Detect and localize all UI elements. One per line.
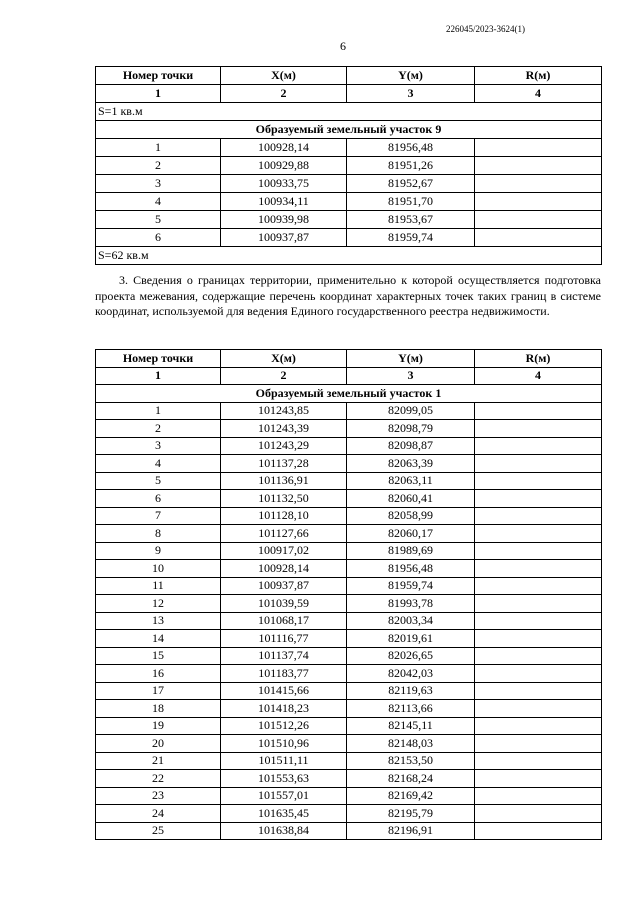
r-value [475,229,602,247]
y-coordinate: 81993,78 [347,595,475,613]
y-coordinate: 82058,99 [347,507,475,525]
point-number: 15 [96,647,221,665]
r-value [475,595,602,613]
table-row [96,665,602,683]
r-value [475,472,602,490]
point-number: 2 [96,157,221,175]
point-number: 5 [96,472,221,490]
column-number: 2 [221,367,347,385]
x-coordinate: 100937,87 [221,577,347,595]
column-number: 1 [96,85,221,103]
table-row [96,752,602,770]
r-value [475,630,602,648]
r-value [475,437,602,455]
document-number: 226045/2023-3624(1) [446,24,525,34]
point-number: 1 [96,139,221,157]
y-coordinate: 82196,91 [347,822,475,840]
x-coordinate: 101243,85 [221,402,347,420]
x-coordinate: 100928,14 [221,560,347,578]
page-number: 6 [340,39,346,53]
r-value [475,577,602,595]
section-row [96,385,602,403]
column-header-r: R(м) [475,67,602,85]
y-coordinate: 82019,61 [347,630,475,648]
point-number: 7 [96,507,221,525]
table-row [96,560,602,578]
r-value [475,682,602,700]
point-number: 17 [96,682,221,700]
r-value [475,700,602,718]
table-row [96,490,602,508]
point-number: 3 [96,175,221,193]
y-coordinate: 82026,65 [347,647,475,665]
x-coordinate: 101116,77 [221,630,347,648]
table-row [96,577,602,595]
y-coordinate: 82113,66 [347,700,475,718]
r-value [475,402,602,420]
r-value [475,175,602,193]
table-row [96,211,602,229]
column-header-r: R(м) [475,350,602,368]
y-coordinate: 81952,67 [347,175,475,193]
table-row [96,175,602,193]
area-row [96,247,602,265]
table-row [96,787,602,805]
section-title: Образуемый земельный участок 1 [96,385,602,403]
table-row [96,193,602,211]
r-value [475,787,602,805]
y-coordinate: 82119,63 [347,682,475,700]
area-value: S=1 кв.м [96,103,602,121]
r-value [475,193,602,211]
r-value [475,560,602,578]
r-value [475,139,602,157]
y-coordinate: 82169,42 [347,787,475,805]
y-coordinate: 82145,11 [347,717,475,735]
table-row [96,525,602,543]
r-value [475,420,602,438]
table-row [96,420,602,438]
x-coordinate: 101415,66 [221,682,347,700]
table-row [96,630,602,648]
point-number: 2 [96,420,221,438]
y-coordinate: 82063,39 [347,455,475,473]
table-row [96,735,602,753]
r-value [475,612,602,630]
table-row [96,805,602,823]
table-row [96,542,602,560]
column-header-y: Y(м) [347,67,475,85]
r-value [475,717,602,735]
point-number: 6 [96,490,221,508]
point-number: 20 [96,735,221,753]
point-number: 14 [96,630,221,648]
table-header-row [96,350,602,368]
r-value [475,490,602,508]
x-coordinate: 101512,26 [221,717,347,735]
x-coordinate: 100937,87 [221,229,347,247]
column-number: 2 [221,85,347,103]
column-number: 4 [475,367,602,385]
x-coordinate: 101136,91 [221,472,347,490]
r-value [475,525,602,543]
point-number: 12 [96,595,221,613]
x-coordinate: 101557,01 [221,787,347,805]
point-number: 9 [96,542,221,560]
x-coordinate: 101635,45 [221,805,347,823]
r-value [475,665,602,683]
column-number: 4 [475,85,602,103]
column-header-x: X(м) [221,67,347,85]
point-number: 5 [96,211,221,229]
r-value [475,805,602,823]
r-value [475,735,602,753]
y-coordinate: 82153,50 [347,752,475,770]
x-coordinate: 101243,39 [221,420,347,438]
column-number-row [96,367,602,385]
table-row [96,437,602,455]
table-row [96,139,602,157]
column-header-x: X(м) [221,350,347,368]
table-row [96,700,602,718]
x-coordinate: 101553,63 [221,770,347,788]
column-number-row [96,85,602,103]
column-header-point: Номер точки [96,67,221,85]
table-row [96,822,602,840]
y-coordinate: 81956,48 [347,139,475,157]
table-row [96,682,602,700]
table-row [96,717,602,735]
table-row [96,472,602,490]
point-number: 19 [96,717,221,735]
point-number: 16 [96,665,221,683]
point-number: 25 [96,822,221,840]
x-coordinate: 101132,50 [221,490,347,508]
coordinates-table-plot-9 [95,66,602,265]
x-coordinate: 101418,23 [221,700,347,718]
point-number: 21 [96,752,221,770]
table-row [96,770,602,788]
column-number: 1 [96,367,221,385]
x-coordinate: 100939,98 [221,211,347,229]
r-value [475,455,602,473]
point-number: 4 [96,193,221,211]
y-coordinate: 82195,79 [347,805,475,823]
y-coordinate: 81951,70 [347,193,475,211]
y-coordinate: 82003,34 [347,612,475,630]
y-coordinate: 81951,26 [347,157,475,175]
y-coordinate: 82168,24 [347,770,475,788]
x-coordinate: 101068,17 [221,612,347,630]
x-coordinate: 100929,88 [221,157,347,175]
area-value: S=62 кв.м [96,247,602,265]
x-coordinate: 101137,28 [221,455,347,473]
table-row [96,647,602,665]
r-value [475,770,602,788]
table-row [96,455,602,473]
point-number: 8 [96,525,221,543]
x-coordinate: 101511,11 [221,752,347,770]
y-coordinate: 81956,48 [347,560,475,578]
table-row [96,402,602,420]
table-row [96,157,602,175]
point-number: 4 [96,455,221,473]
r-value [475,211,602,229]
x-coordinate: 101243,29 [221,437,347,455]
r-value [475,752,602,770]
x-coordinate: 100917,02 [221,542,347,560]
y-coordinate: 82099,05 [347,402,475,420]
x-coordinate: 100928,14 [221,139,347,157]
r-value [475,507,602,525]
area-row [96,103,602,121]
r-value [475,822,602,840]
y-coordinate: 81959,74 [347,577,475,595]
table-row [96,612,602,630]
r-value [475,647,602,665]
y-coordinate: 82098,79 [347,420,475,438]
x-coordinate: 100934,11 [221,193,347,211]
x-coordinate: 100933,75 [221,175,347,193]
point-number: 10 [96,560,221,578]
section-row [96,121,602,139]
section-title: Образуемый земельный участок 9 [96,121,602,139]
point-number: 1 [96,402,221,420]
point-number: 24 [96,805,221,823]
table-header-row [96,67,602,85]
y-coordinate: 82060,41 [347,490,475,508]
column-header-point: Номер точки [96,350,221,368]
point-number: 6 [96,229,221,247]
y-coordinate: 82063,11 [347,472,475,490]
y-coordinate: 81959,74 [347,229,475,247]
x-coordinate: 101183,77 [221,665,347,683]
x-coordinate: 101127,66 [221,525,347,543]
section-3-paragraph: 3. Сведения о границах территории, применительно к которой осуществляется подготовка проекта межевания, содержащие перечень координат характерных точек таких границ в системе координат, используемой для ведения Единого государственного реестра недвижимости. [95,273,601,318]
table-row [96,507,602,525]
table-row [96,595,602,613]
x-coordinate: 101137,74 [221,647,347,665]
y-coordinate: 81989,69 [347,542,475,560]
coordinates-table-plot-1 [95,349,602,840]
point-number: 11 [96,577,221,595]
y-coordinate: 82042,03 [347,665,475,683]
point-number: 22 [96,770,221,788]
column-number: 3 [347,85,475,103]
point-number: 3 [96,437,221,455]
table-row [96,229,602,247]
y-coordinate: 82148,03 [347,735,475,753]
point-number: 13 [96,612,221,630]
x-coordinate: 101638,84 [221,822,347,840]
r-value [475,542,602,560]
y-coordinate: 82098,87 [347,437,475,455]
column-number: 3 [347,367,475,385]
y-coordinate: 82060,17 [347,525,475,543]
y-coordinate: 81953,67 [347,211,475,229]
x-coordinate: 101128,10 [221,507,347,525]
x-coordinate: 101510,96 [221,735,347,753]
point-number: 23 [96,787,221,805]
x-coordinate: 101039,59 [221,595,347,613]
column-header-y: Y(м) [347,350,475,368]
r-value [475,157,602,175]
point-number: 18 [96,700,221,718]
